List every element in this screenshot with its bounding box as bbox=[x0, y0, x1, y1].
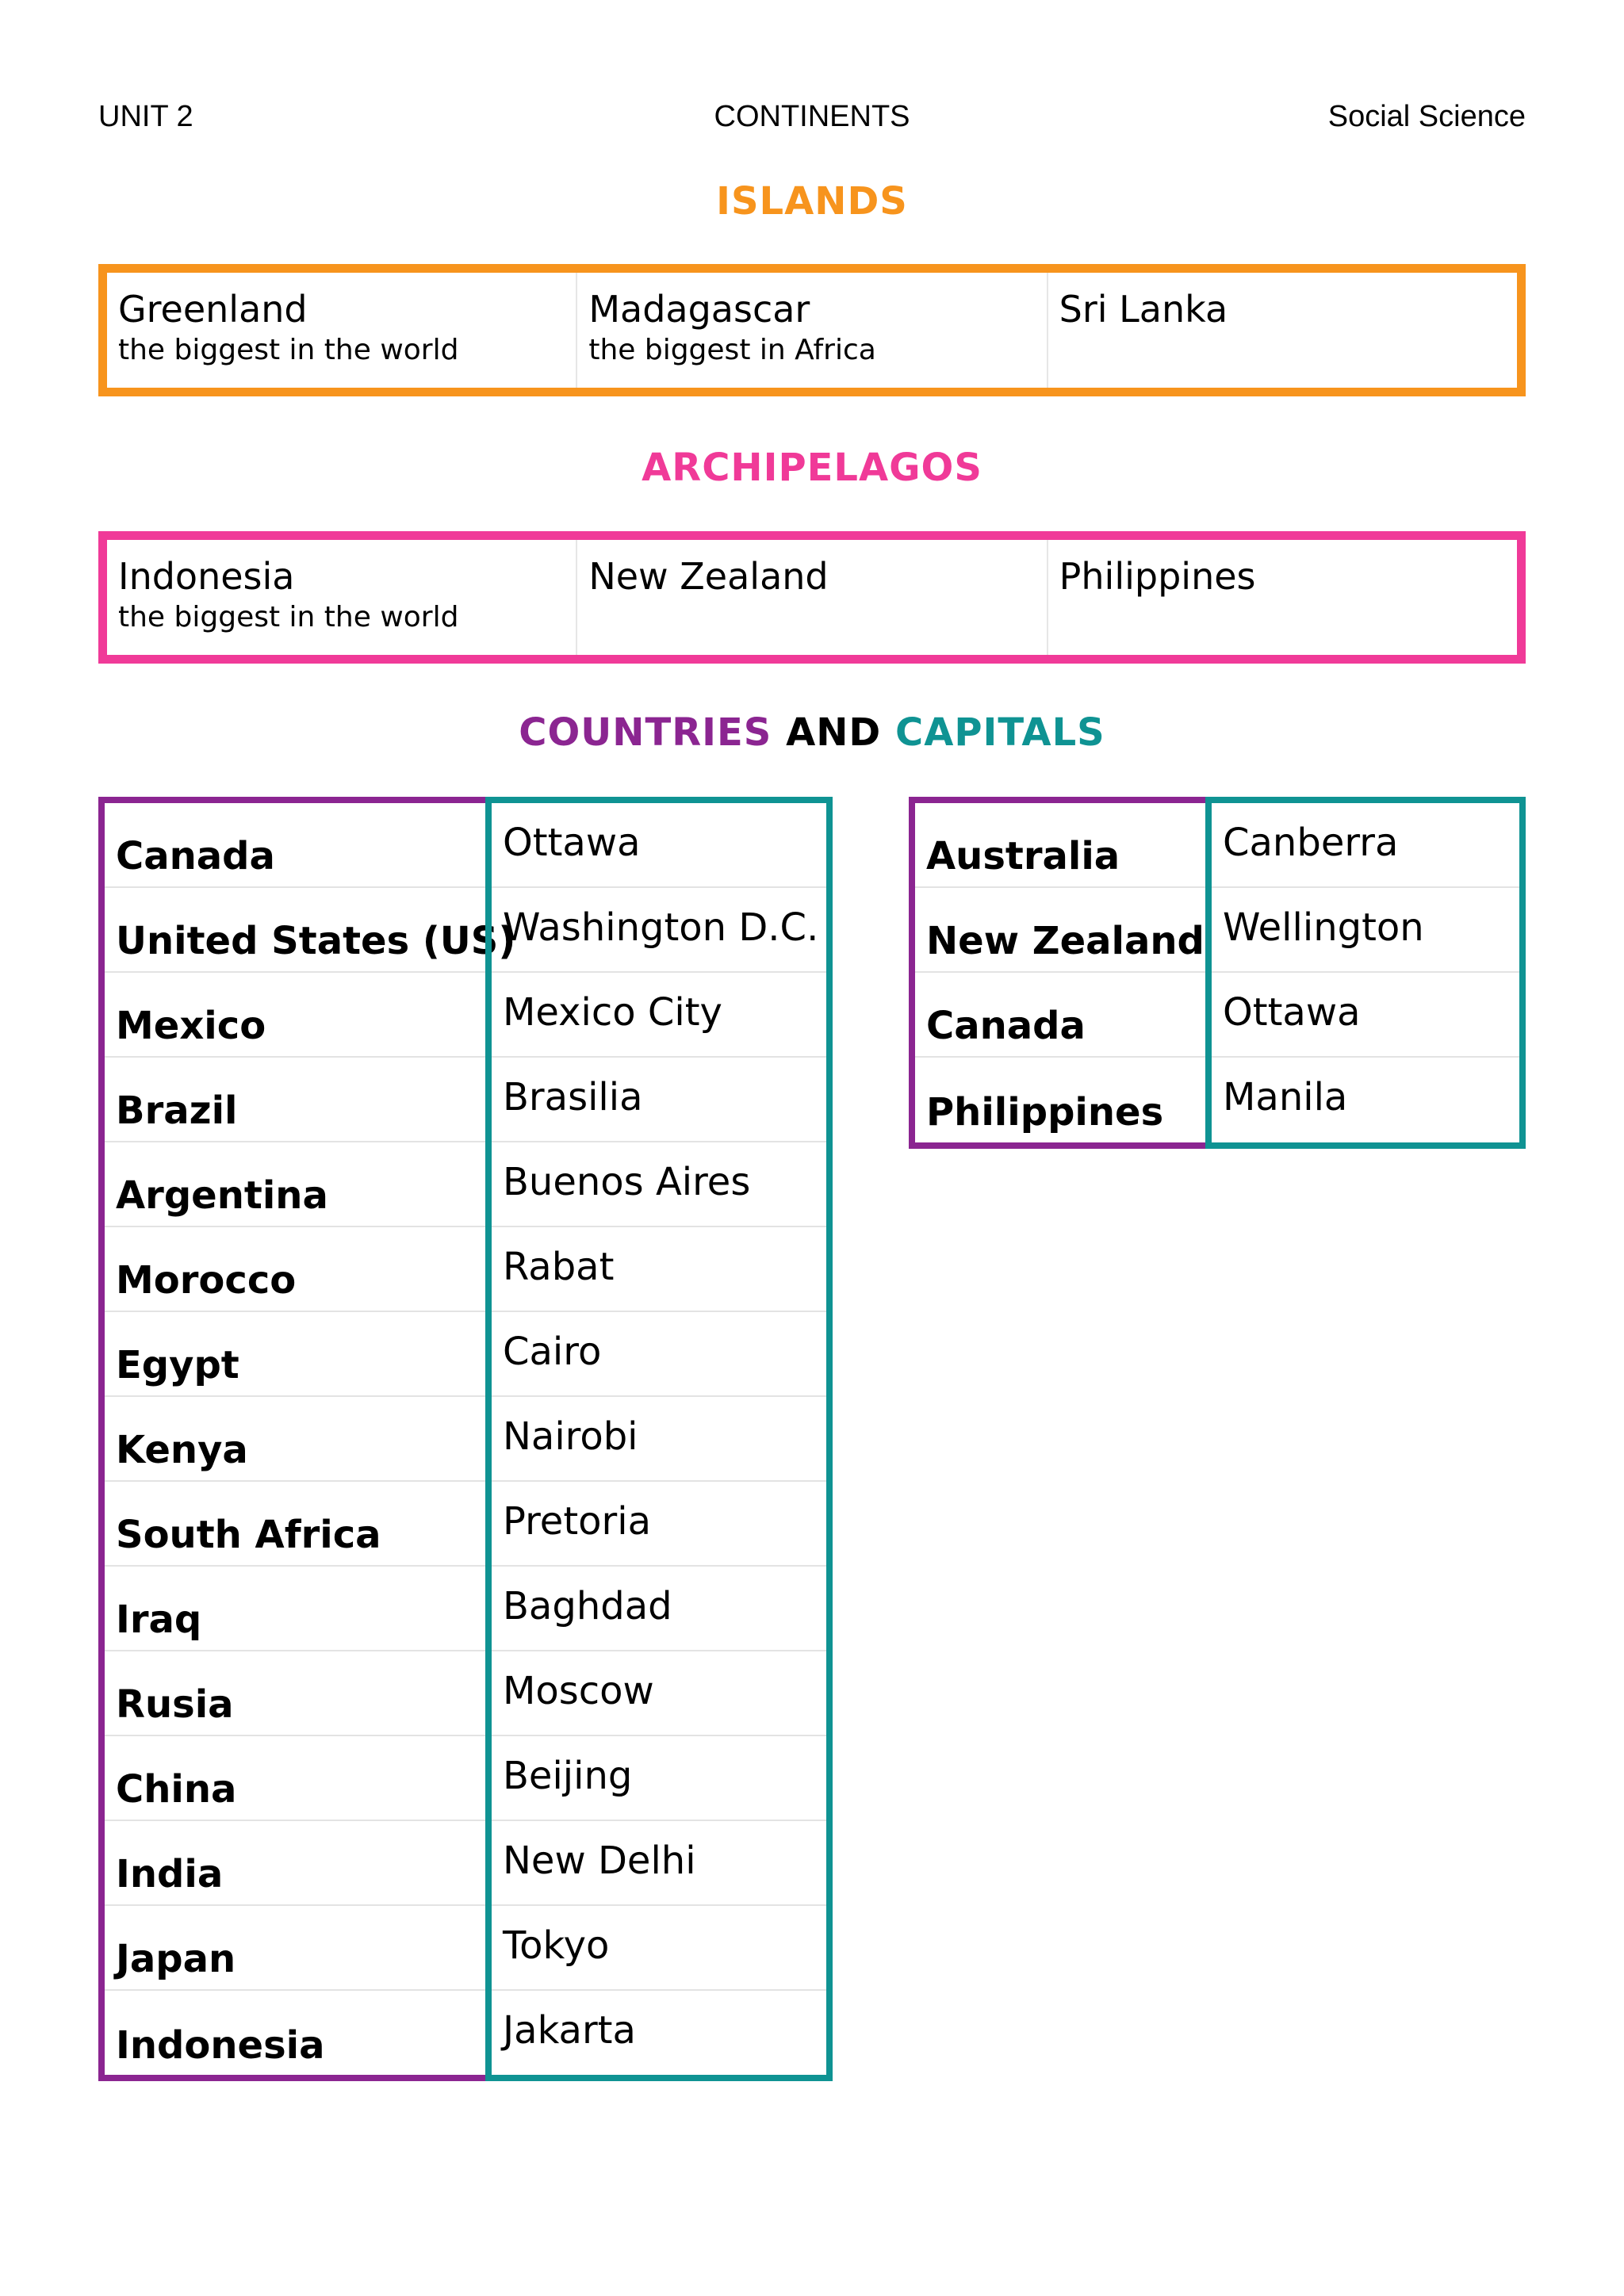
capital-cell: Cairo bbox=[492, 1312, 826, 1397]
capital-cell: Ottawa bbox=[1212, 973, 1519, 1058]
island-name: Sri Lanka bbox=[1059, 288, 1228, 331]
islands-title: ISLANDS bbox=[716, 179, 908, 224]
island-cell bbox=[577, 273, 1048, 388]
island-note: the biggest in Africa bbox=[588, 334, 876, 366]
capital-cell: Rabat bbox=[492, 1227, 826, 1312]
capital-cell: Washington D.C. bbox=[492, 888, 826, 973]
island-cell bbox=[107, 273, 577, 388]
capital-cell: New Delhi bbox=[492, 1821, 826, 1906]
capital-cell: Brasilia bbox=[492, 1058, 826, 1142]
islands-box bbox=[98, 264, 1526, 396]
capital-cell: Canberra bbox=[1212, 803, 1519, 888]
country-cell: Morocco bbox=[105, 1227, 487, 1312]
archipelago-name: Philippines bbox=[1059, 555, 1256, 598]
country-cell: Australia bbox=[915, 803, 1208, 888]
capital-cell: Ottawa bbox=[492, 803, 826, 888]
capital-cell: Nairobi bbox=[492, 1397, 826, 1482]
archipelago-cell bbox=[577, 540, 1048, 655]
left-capital-column bbox=[485, 797, 833, 2081]
country-cell: India bbox=[105, 1821, 487, 1906]
title-and: AND bbox=[786, 710, 882, 755]
country-cell: Argentina bbox=[105, 1142, 487, 1227]
archipelago-note: the biggest in the world bbox=[118, 601, 459, 633]
island-note: the biggest in the world bbox=[118, 334, 459, 366]
country-cell: Rusia bbox=[105, 1651, 487, 1736]
country-cell: Iraq bbox=[105, 1567, 487, 1651]
country-cell: Brazil bbox=[105, 1058, 487, 1142]
country-cell: Kenya bbox=[105, 1397, 487, 1482]
capital-cell: Baghdad bbox=[492, 1567, 826, 1651]
country-cell: United States (US) bbox=[105, 888, 487, 973]
subject-label: Social Science bbox=[1327, 100, 1526, 133]
capital-cell: Jakarta bbox=[503, 2008, 636, 2053]
title-capitals: CAPITALS bbox=[894, 710, 1105, 755]
capital-cell: Buenos Aires bbox=[492, 1142, 826, 1227]
capital-cell: Wellington bbox=[1212, 888, 1519, 973]
capital-cell: Mexico City bbox=[492, 973, 826, 1058]
unit-label: UNIT 2 bbox=[98, 100, 193, 133]
archipelagos-box bbox=[98, 531, 1526, 664]
archipelago-cell bbox=[107, 540, 577, 655]
archipelago-name: Indonesia bbox=[118, 555, 295, 598]
capital-cell: Pretoria bbox=[492, 1482, 826, 1567]
capital-cell: Beijing bbox=[492, 1736, 826, 1821]
country-cell: Egypt bbox=[105, 1312, 487, 1397]
archipelagos-title: ARCHIPELAGOS bbox=[642, 446, 982, 490]
capital-cell: Manila bbox=[1223, 1075, 1348, 1119]
country-cell: Philippines bbox=[926, 1090, 1164, 1135]
country-cell: Mexico bbox=[105, 973, 487, 1058]
country-cell: New Zealand bbox=[915, 888, 1208, 973]
right-country-column bbox=[909, 797, 1208, 1149]
title-countries: COUNTRIES bbox=[519, 710, 772, 755]
country-cell: Canada bbox=[105, 803, 487, 888]
country-cell: China bbox=[105, 1736, 487, 1821]
country-cell: Japan bbox=[105, 1906, 487, 1991]
capital-cell: Moscow bbox=[492, 1651, 826, 1736]
left-country-column bbox=[98, 797, 516, 2081]
country-cell: Canada bbox=[915, 973, 1208, 1058]
island-name: Greenland bbox=[118, 288, 308, 331]
island-name: Madagascar bbox=[588, 288, 810, 331]
countries-capitals-title bbox=[0, 710, 1624, 755]
capital-cell: Tokyo bbox=[492, 1906, 826, 1991]
right-capital-column bbox=[1205, 797, 1526, 1149]
topic-title: CONTINENTS bbox=[714, 100, 910, 133]
country-cell: South Africa bbox=[105, 1482, 487, 1567]
island-cell bbox=[1048, 273, 1517, 388]
archipelago-name: New Zealand bbox=[588, 555, 829, 598]
country-cell: Indonesia bbox=[116, 2023, 325, 2068]
archipelago-cell bbox=[1048, 540, 1517, 655]
